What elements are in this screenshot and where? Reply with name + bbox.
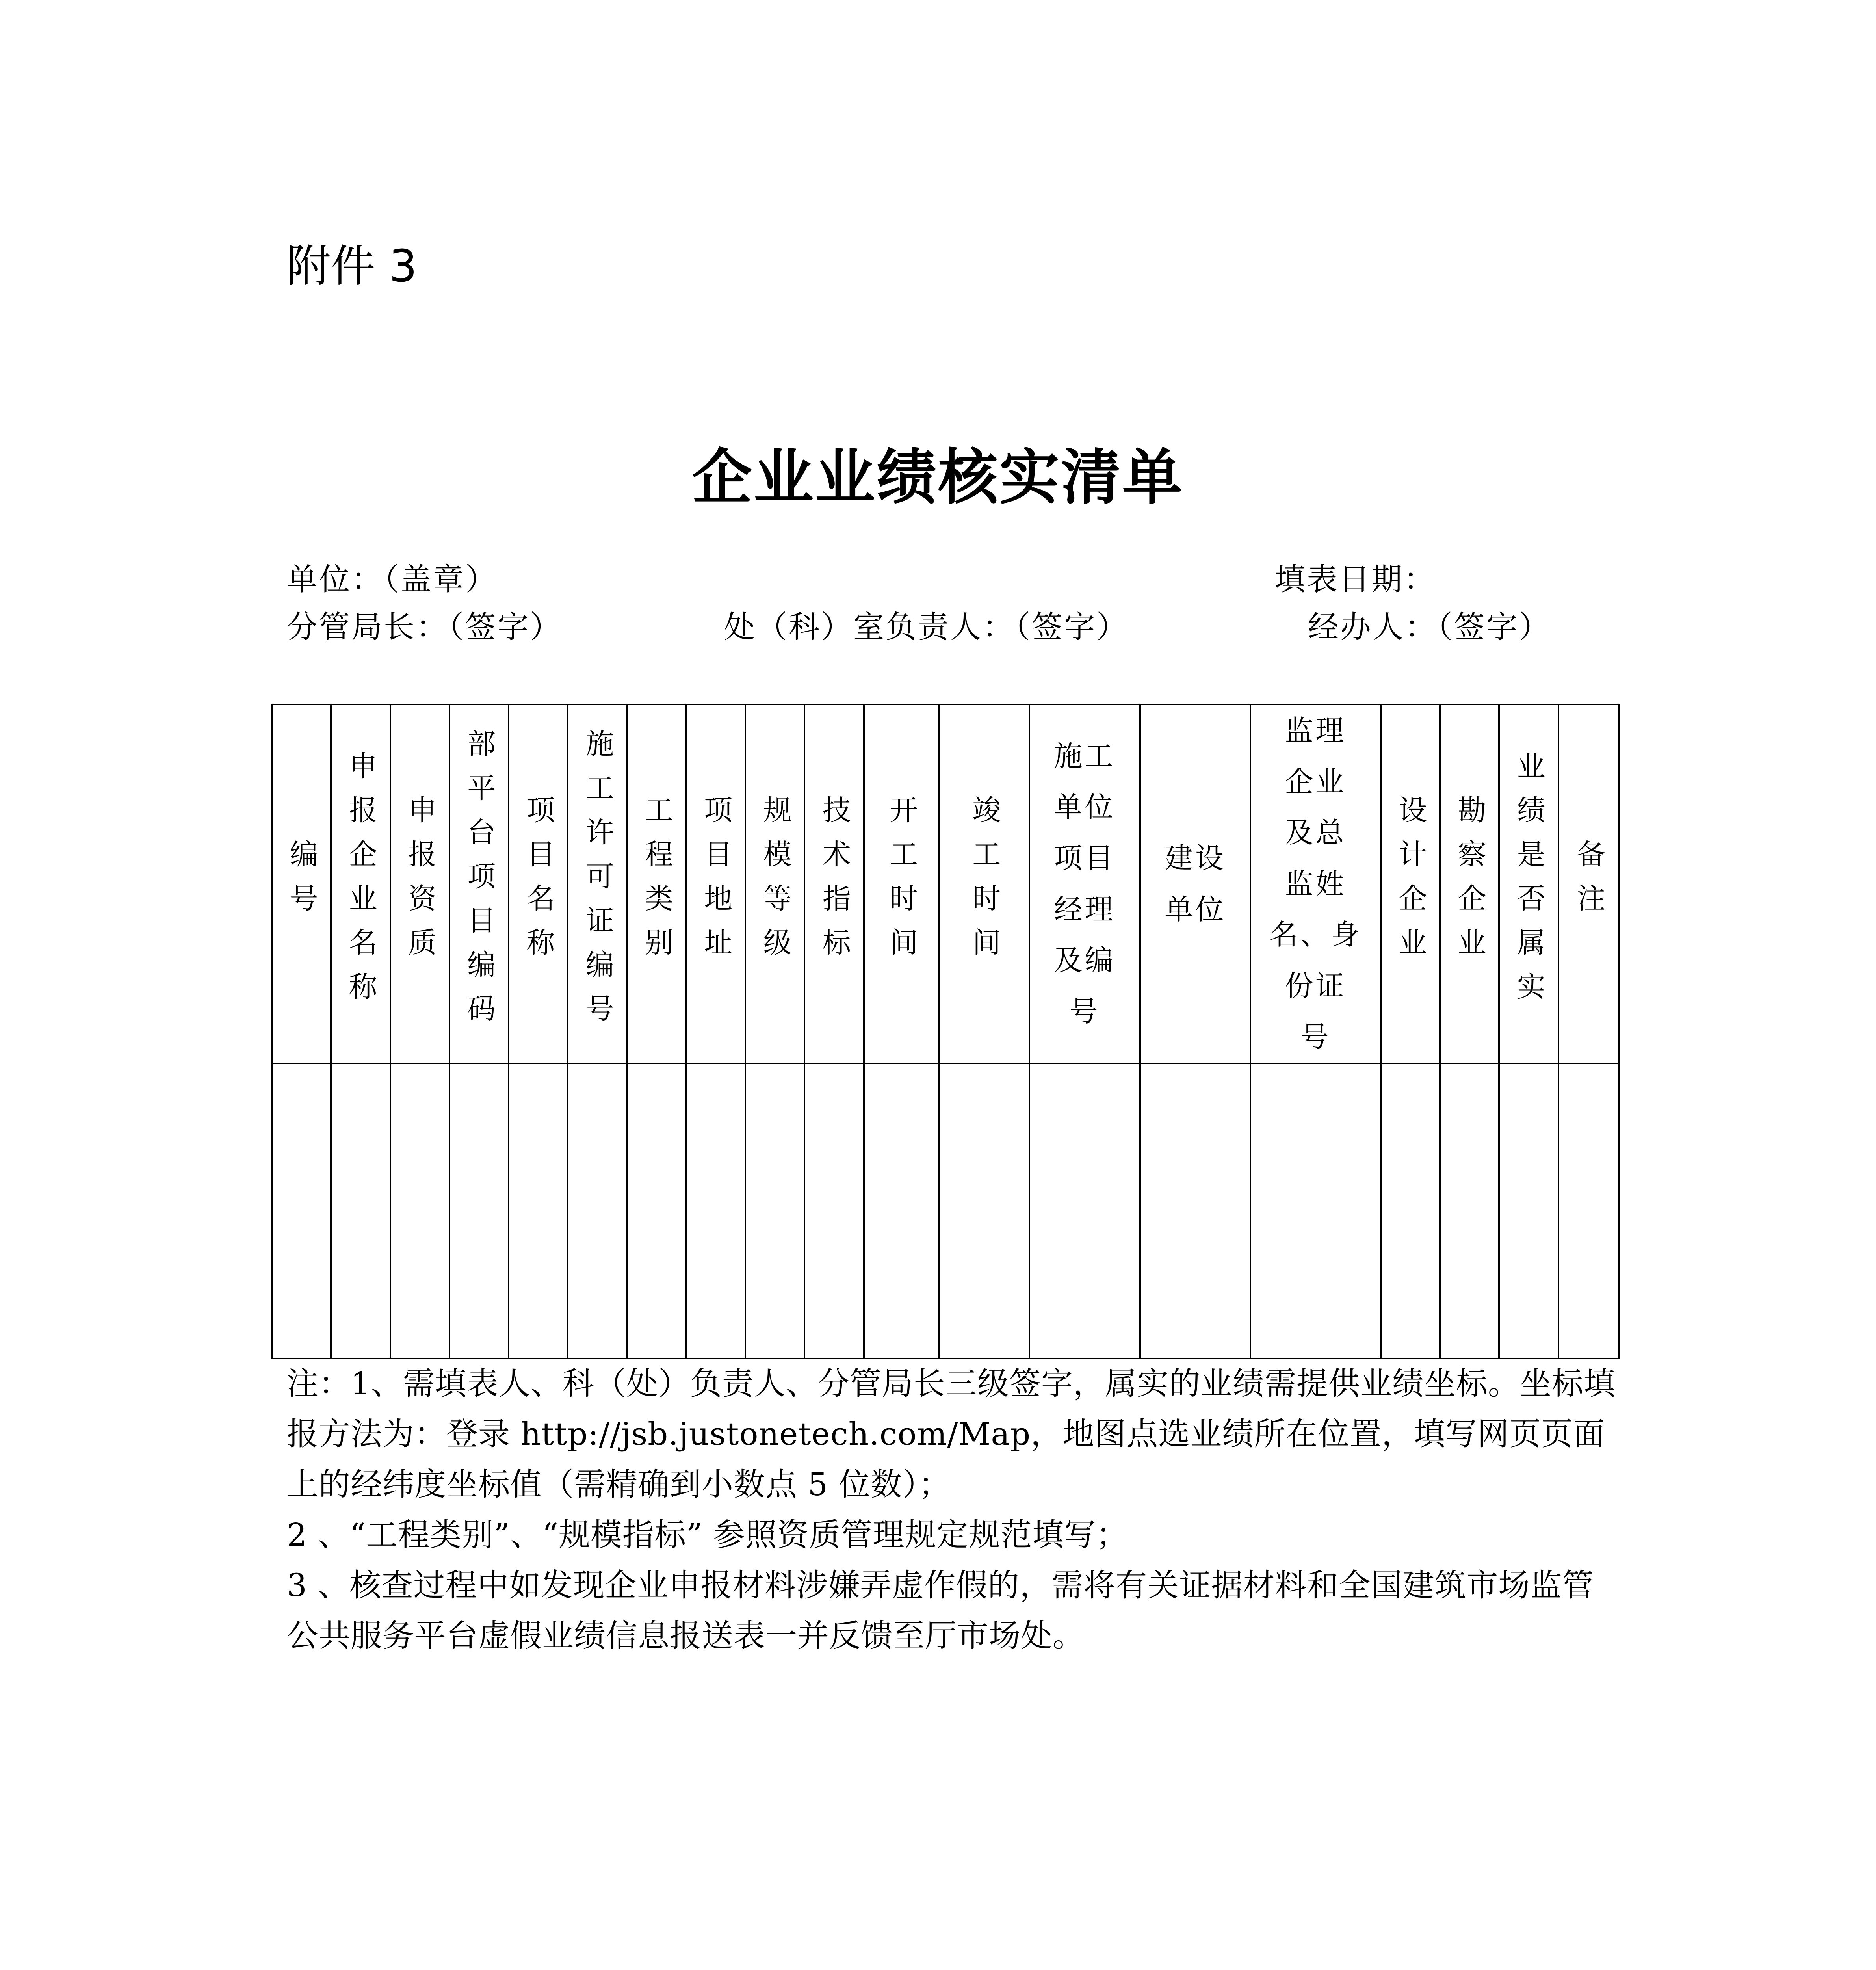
table-cell[interactable] xyxy=(1440,1063,1499,1359)
table-cell[interactable] xyxy=(1029,1063,1140,1359)
column-header-label: 勘察企业 xyxy=(1453,795,1486,972)
column-header-label: 备注 xyxy=(1572,839,1606,927)
column-header xyxy=(804,704,864,1063)
column-header xyxy=(1029,704,1140,1063)
handler-signature-field: 经办人：（签字） xyxy=(1308,610,1551,645)
note-1: 注：1、需填表人、科（处）负责人、分管局长三级签字，属实的业绩需提供业绩坐标。坐标填报方法为：登录 http://jsb.justonetech.com/Map，地图点选业绩所在位置，填写网页页面上的经纬度坐标值（需精确到小数点 5 位数）； xyxy=(287,1365,1616,1503)
column-header-label: 项目名称 xyxy=(522,795,555,972)
column-header-label: 设计企业 xyxy=(1394,795,1427,972)
column-header xyxy=(745,704,804,1063)
column-header xyxy=(627,704,686,1063)
column-header-label: 申报资质 xyxy=(403,795,437,972)
column-header-label: 项目地址 xyxy=(699,795,733,972)
table-cell[interactable] xyxy=(939,1063,1029,1359)
column-header xyxy=(1250,704,1381,1063)
note-2: 2 、“工程类别”、“规模指标” 参照资质管理规定规范填写； xyxy=(287,1517,1128,1553)
column-header-label: 施工 单位 项目 经理 及编 号 xyxy=(1054,739,1116,1028)
column-header xyxy=(568,704,627,1063)
table-cell[interactable] xyxy=(627,1063,686,1359)
table-cell[interactable] xyxy=(1558,1063,1619,1359)
column-header-label: 编号 xyxy=(285,839,318,927)
column-header xyxy=(864,704,939,1063)
column-header-label: 申报企业名称 xyxy=(344,751,377,1016)
table-cell[interactable] xyxy=(745,1063,804,1359)
column-header xyxy=(686,704,745,1063)
table-header-row xyxy=(272,704,1619,1063)
column-header xyxy=(272,704,331,1063)
unit-stamp-field: 单位：（盖章） xyxy=(287,562,498,597)
verification-table xyxy=(271,704,1620,1359)
office-head-signature-field: 处（科）室负责人：（签字） xyxy=(724,610,1129,645)
table-cell[interactable] xyxy=(331,1063,390,1359)
table-cell[interactable] xyxy=(1140,1063,1250,1359)
column-header xyxy=(1140,704,1250,1063)
column-header xyxy=(1558,704,1619,1063)
table-cell[interactable] xyxy=(449,1063,509,1359)
table-cell[interactable] xyxy=(272,1063,331,1359)
column-header-label: 监理 企业 及总 监姓 名、身 份证 号 xyxy=(1269,714,1362,1054)
table-cell[interactable] xyxy=(804,1063,864,1359)
table-cell[interactable] xyxy=(686,1063,745,1359)
column-header xyxy=(1499,704,1558,1063)
column-header-label: 规模等级 xyxy=(758,795,792,972)
column-header-label: 技术指标 xyxy=(817,795,851,972)
table-cell[interactable] xyxy=(1250,1063,1381,1359)
column-header-label: 部平台项目编码 xyxy=(462,729,496,1038)
table-cell[interactable] xyxy=(568,1063,627,1359)
table-cell[interactable] xyxy=(390,1063,449,1359)
column-header-label: 建设 单位 xyxy=(1164,841,1226,926)
table-cell[interactable] xyxy=(1499,1063,1558,1359)
column-header xyxy=(331,704,390,1063)
column-header xyxy=(1440,704,1499,1063)
attachment-label: 附件 3 xyxy=(287,241,417,292)
column-header-label: 施工许可证编号 xyxy=(581,729,614,1038)
document-title: 企业业绩核实清单 xyxy=(692,442,1184,512)
column-header xyxy=(449,704,509,1063)
table-cell[interactable] xyxy=(1381,1063,1440,1359)
note-3: 3 、核查过程中如发现企业申报材料涉嫌弄虚作假的，需将有关证据材料和全国建筑市场监管公共服务平台虚假业绩信息报送表一并反馈至厅市场处。 xyxy=(287,1567,1594,1654)
table-cell[interactable] xyxy=(509,1063,568,1359)
column-header-label: 业绩是否属实 xyxy=(1512,751,1545,1016)
column-header xyxy=(939,704,1029,1063)
director-signature-field: 分管局长：（签字） xyxy=(287,610,563,645)
table-cell[interactable] xyxy=(864,1063,939,1359)
column-header-label: 开工时间 xyxy=(885,795,918,972)
column-header-label: 竣工时间 xyxy=(968,795,1001,972)
column-header-label: 工程类别 xyxy=(640,795,674,972)
fill-date-field: 填表日期： xyxy=(1274,562,1436,597)
table-row[interactable] xyxy=(272,1063,1619,1359)
column-header xyxy=(509,704,568,1063)
column-header xyxy=(1381,704,1440,1063)
notes-section xyxy=(287,1359,1618,1661)
column-header xyxy=(390,704,449,1063)
